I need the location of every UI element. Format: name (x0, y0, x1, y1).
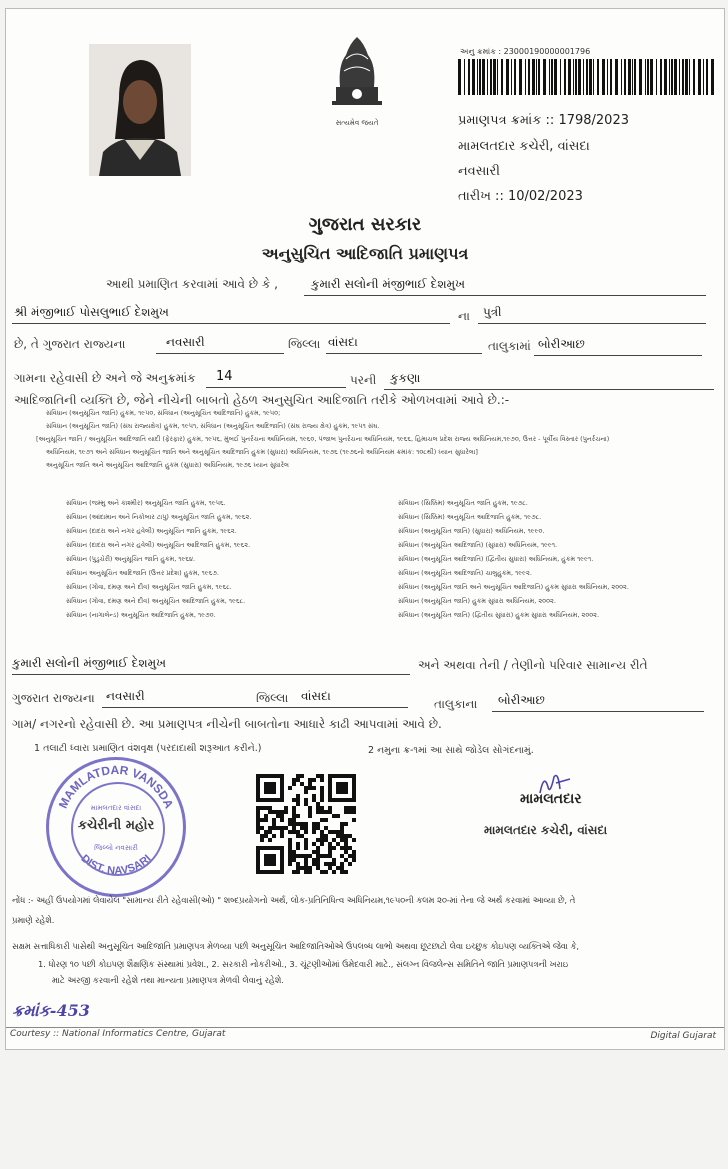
tribe-value: કુકણા (390, 371, 421, 385)
order-item: સંવિધાન (દાદરા અને નગર હવેલી) અનુસૂચિત આદિજાતિ હુકમ, ૧૯૬૨. (66, 541, 251, 549)
order-item: સંવિધાન (અનુસૂચિત જાતિ) (દ્વિતીય સુધારા) હુકમ સુધારા અધિનિયમ, ૨૦૦૨. (398, 611, 600, 619)
residence-district-label: જિલ્લા (256, 691, 289, 705)
basis-1: 1 તલાટી ધ્વારા પ્રમાણિત વંશવૃક્ષ (પરદાદાથી શરૂઆત કરીને.) (34, 743, 262, 754)
fine-print-line: અધિનિયમ, ૧૯૭૧ અને સંવિધાન અનુસૂચિત જાતિ અને અનુસૂચિત આદિજાતિ હુકમ (સુધારા) અધિનિયમ, ૧૯૭૬ (૧૯૭૬નો અધિનિયમ ક્રમાંક: ૧૦૮થી) ધ્યાન સુધારેલા] (46, 448, 478, 456)
taluka-value: બોરીઆછ (538, 337, 585, 351)
fine-print-line: [અનુસૂચિત જાતિ / અનુસૂચિત આદિજાતિ યાદી (ફેરફાર) હુકમ, ૧૯૫૬, મુંબઈ પુનર્રચના અધિનિયમ, ૧૯૬૦, પંજાબ પુનર્રચના અધિનિયમ, ૧૯૬૬, હિમાચલ પ્રદેશ રાજ્ય અધિનિયમ,૧૯૭૦, ઉત્તર - પૂર્વીય વિસ્તાર (પુનર્રચના) (36, 435, 610, 443)
order-item: સંવિધાન (અનુસૂચિત આદિજાતિ) (દ્વિતીય સુધારા) અધિનિયમ, હુકમ ૧૯૯૧. (398, 555, 594, 563)
order-item: સંવિધાન (દાદરા અને નગર હવેલી) અનુસૂચિત જાતિ હુકમ, ૧૯૬૨. (66, 527, 237, 535)
order-item: સંવિધાન અનુસૂચિત આદિજાતિ (ઉત્તર પ્રદેશ) હુકમ, ૧૯૬૭. (66, 569, 219, 577)
serial-number: અનુ ક્રમાંક : 23000190000001796 (460, 47, 591, 56)
order-item: સંવિધાન (અનુસૂચિત આદિજાતિ) (સુધારા) અધિનિયમ, ૧૯૯૧. (398, 541, 558, 549)
fine-print-line: સંવિધાન (અનુસૂચિત જાતિ) હુકમ, ૧૯૫૦, સંવિધાન (અનુસૂચિત આદિજાતિ) હુકમ, ૧૯૫૦; (46, 409, 281, 417)
applicant-photo (89, 44, 191, 176)
taluka-label: તાલુકામાં (488, 339, 531, 353)
district-label: જિલ્લા (288, 337, 321, 351)
state-label: છે, તે ગુજરાત રાજ્યના (14, 337, 126, 351)
applicant-name: કુમારી સલોની મંજીભાઈ દેશમુખ (311, 277, 465, 291)
residence-name: કુમારી સલોની મંજીભાઈ દેશમુખ (12, 656, 166, 670)
order-item: સંવિધાન (પુડુચેરી) અનુસૂચિત જાતિ હુકમ, ૧૯૬૪. (66, 555, 196, 563)
relation-value: પુત્રી (483, 305, 502, 319)
emblem-motto: સત્યમેવ જયતે (335, 119, 379, 127)
state-district-value: નવસારી (166, 335, 205, 349)
government-title: ગુજરાત સરકાર (308, 214, 422, 235)
signatory-title: મામલતદાર (520, 791, 582, 807)
order-item: સંવિધાન (નાગાલેન્ડ) અનુસૂચિત આદિજાતિ હુકમ, ૧૯૭૦. (66, 611, 216, 619)
order-item: સંવિધાન (સિક્કિમ) અનુસૂચિત જાતિ હુકમ, ૧૯૭૮. (398, 499, 528, 507)
stamp-center: કચેરીની મહોર (77, 818, 155, 833)
note-1b: પ્રમાણે રહેશે. (12, 915, 55, 925)
tribe-text: આદિજાતિની વ્યક્તિ છે, જેને નીચેની બાબતો હેઠળ અનુસુચિત આદિજાતિ તરીકે ઓળખવામાં આવે છે.:- (14, 393, 510, 407)
national-emblem-icon (322, 25, 392, 125)
order-item: સંવિધાન (સિક્કિમ) અનુસૂચિત આદિજાતિ હુકમ, ૧૯૭૮. (398, 513, 542, 521)
village-text: ગામ/ નગરનો રહેવાસી છે. આ પ્રમાણપત્ર નીચેની બાબતોના આધારે કાઢી આપવામાં આવે છે. (12, 717, 442, 731)
note-3: 1. ધોરણ ૧૦ પછી કોઇપણ શૈક્ષણિક સંસ્થામાં પ્રવેશ., 2. સરકારી નોકરીઓ., 3. ચૂંટણીઓમાં ઉમેદવારી માટે., સંલગ્ન વિજલેન્સ સમિતિને જાતિ પ્રમાણપત્રની ખરાઇ (38, 959, 569, 969)
issue-date: તારીખ :: 10/02/2023 (458, 189, 583, 204)
serial-value: 14 (216, 369, 233, 384)
note-2: સક્ષમ સત્તાધિકારી પાસેથી અનુસૂચિત આદિજાતિ પ્રમાણપત્ર મેળવ્યા પછી અનુસૂચિત આદિજાતિઓએ ઉપલબ્ધ લાભો અથવા છૂટછાટો લેવા ઇચ્છુક કોઇપણ વ્યક્તિએ જેવા કે, (12, 941, 580, 951)
order-item: સંવિધાન (અનુસૂચિત જાતિ અને અનુસૂચિત આદિજાતિ) હુકમ સુધારા અધિનિયમ, ૨૦૦૨. (398, 583, 629, 591)
stamp-inner-bottom: જિલ્લો નવસારી (94, 844, 138, 852)
basis-2: 2 નમુના ક્ર-૧માં આ સાથે જોડેલ સોગંદનામું. (368, 745, 534, 756)
stamp-inner-top: મામલતદાર વાંસદા (90, 804, 142, 812)
order-item: સંવિધાન (અનુસૂચિત જાતિ) હુકમ સુધારા અધિનિયમ, ૨૦૦૨. (398, 597, 556, 605)
svg-text:DIST. NAVSARI: DIST. NAVSARI (78, 852, 154, 878)
order-item: સંવિધાન (ગોવા, દમણ અને દીવ) અનુસૂચિત આદિજાતિ હુકમ, ૧૯૬૮. (66, 597, 246, 605)
residence-state-district: નવસારી (106, 689, 145, 703)
footer-courtesy: Courtesy :: National Informatics Centre, Gujarat (10, 1029, 226, 1039)
order-item: સંવિધાન (આંદામાન અને નિકોબાર ટાપુ) અનુસૂચિત જાતિ હુકમ, ૧૯૬૨. (66, 513, 252, 521)
certificate-page (5, 8, 725, 1050)
fine-print-line: અનુસૂચિત જાતિ અને અનુસૂચિત આદિજાતિ હુકમ (સુધારા) અધિનિયમ, ૧૯૭૬ ધ્યાન સુધારેલ (46, 461, 289, 469)
family-text: અને અથવા તેની / તેણીનો પરિવાર સામાન્ય રીતે (418, 658, 648, 672)
handwritten-number: ક્રમાંક-453 (12, 1001, 90, 1020)
note-1: નોંધ :- અહીં ઉપયોગમાં લેવાયેલ "સામાન્ય રીતે રહેવાસી(ઓ) " શબ્દપ્રયોગનો અર્થ, લોક-પ્રતિનિધિત્વ અધિનિયમ,૧૯૫૦ની કલમ ૨૦-માં તેના જે અર્થ કરવામાં આવ્યા છે, તે (12, 895, 576, 905)
father-name: શ્રી મંજીભાઈ પોસલુભાઈ દેશમુખ (14, 305, 169, 319)
residence-state-label: ગુજરાત રાજ્યના (12, 691, 95, 705)
district-value: વાંસદા (328, 335, 358, 349)
resident-label: ગામના રહેવાસી છે અને જે અનુક્રમાંક (14, 371, 196, 385)
order-item: સંવિધાન (અનુસૂચિત જાતિ) (સુધારા) અધિનિયમ, ૧૯૯૦. (398, 527, 545, 535)
residence-taluka-value: બોરીઆછ (498, 693, 545, 707)
order-item: સંવિધાન (જમ્મુ અને કાશ્મીર) અનુસૂચિત જાતિ હુકમ, ૧૯૫૬. (66, 499, 226, 507)
footer-brand: Digital Gujarat (650, 1031, 716, 1041)
residence-district-value: વાંસદા (301, 689, 331, 703)
order-item: સંવિધાન (અનુસૂચિત આદિજાતિ) ચાલુહુકમ, ૧૯૯૨. (398, 569, 532, 577)
svg-text:MAMLATDAR VANSDA: MAMLATDAR VANSDA (55, 762, 177, 811)
issuing-office: મામલતદાર કચેરી, વાંસદા (458, 139, 590, 154)
signatory-office: મામલતદાર કચેરી, વાંસદા (484, 823, 608, 837)
relation-label: ના (458, 309, 470, 323)
barcode-icon (458, 59, 716, 95)
official-stamp (46, 757, 186, 897)
qr-code-icon (256, 774, 356, 874)
order-item: સંવિધાન (ગોવા, દમણ અને દીવ) અનુસૂચિત જાતિ હુકમ, ૧૯૬૮. (66, 583, 232, 591)
tribe-label: પરની (350, 373, 377, 387)
certificate-number: પ્રમાણપત્ર ક્રમાંક :: 1798/2023 (458, 113, 629, 128)
residence-taluka-label: તાલુકાના (434, 697, 478, 711)
issuing-district: નવસારી (458, 164, 500, 179)
note-4: માટે અરજી કરવાની રહેશે તથા માન્યતા પ્રમાણપત્ર મેળવી લેવાનું રહેશે. (52, 975, 284, 985)
certify-text: આથી પ્રમાણિત કરવામાં આવે છે કે , (106, 277, 278, 291)
fine-print-line: સંવિધાન (અનુસૂચિત જાતિ) (સંઘ રાજ્યક્ષેત્ર) હુકમ, ૧૯૫૧, સંવિધાન (અનુસૂચિત આદિજાતિ) (સંઘ રાજ્ય ક્ષેત્ર) હુકમ, ૧૯૫૧ સંઘ. (46, 422, 380, 430)
certificate-title: અનુસુચિત આદિજાતિ પ્રમાણપત્ર (261, 244, 469, 263)
